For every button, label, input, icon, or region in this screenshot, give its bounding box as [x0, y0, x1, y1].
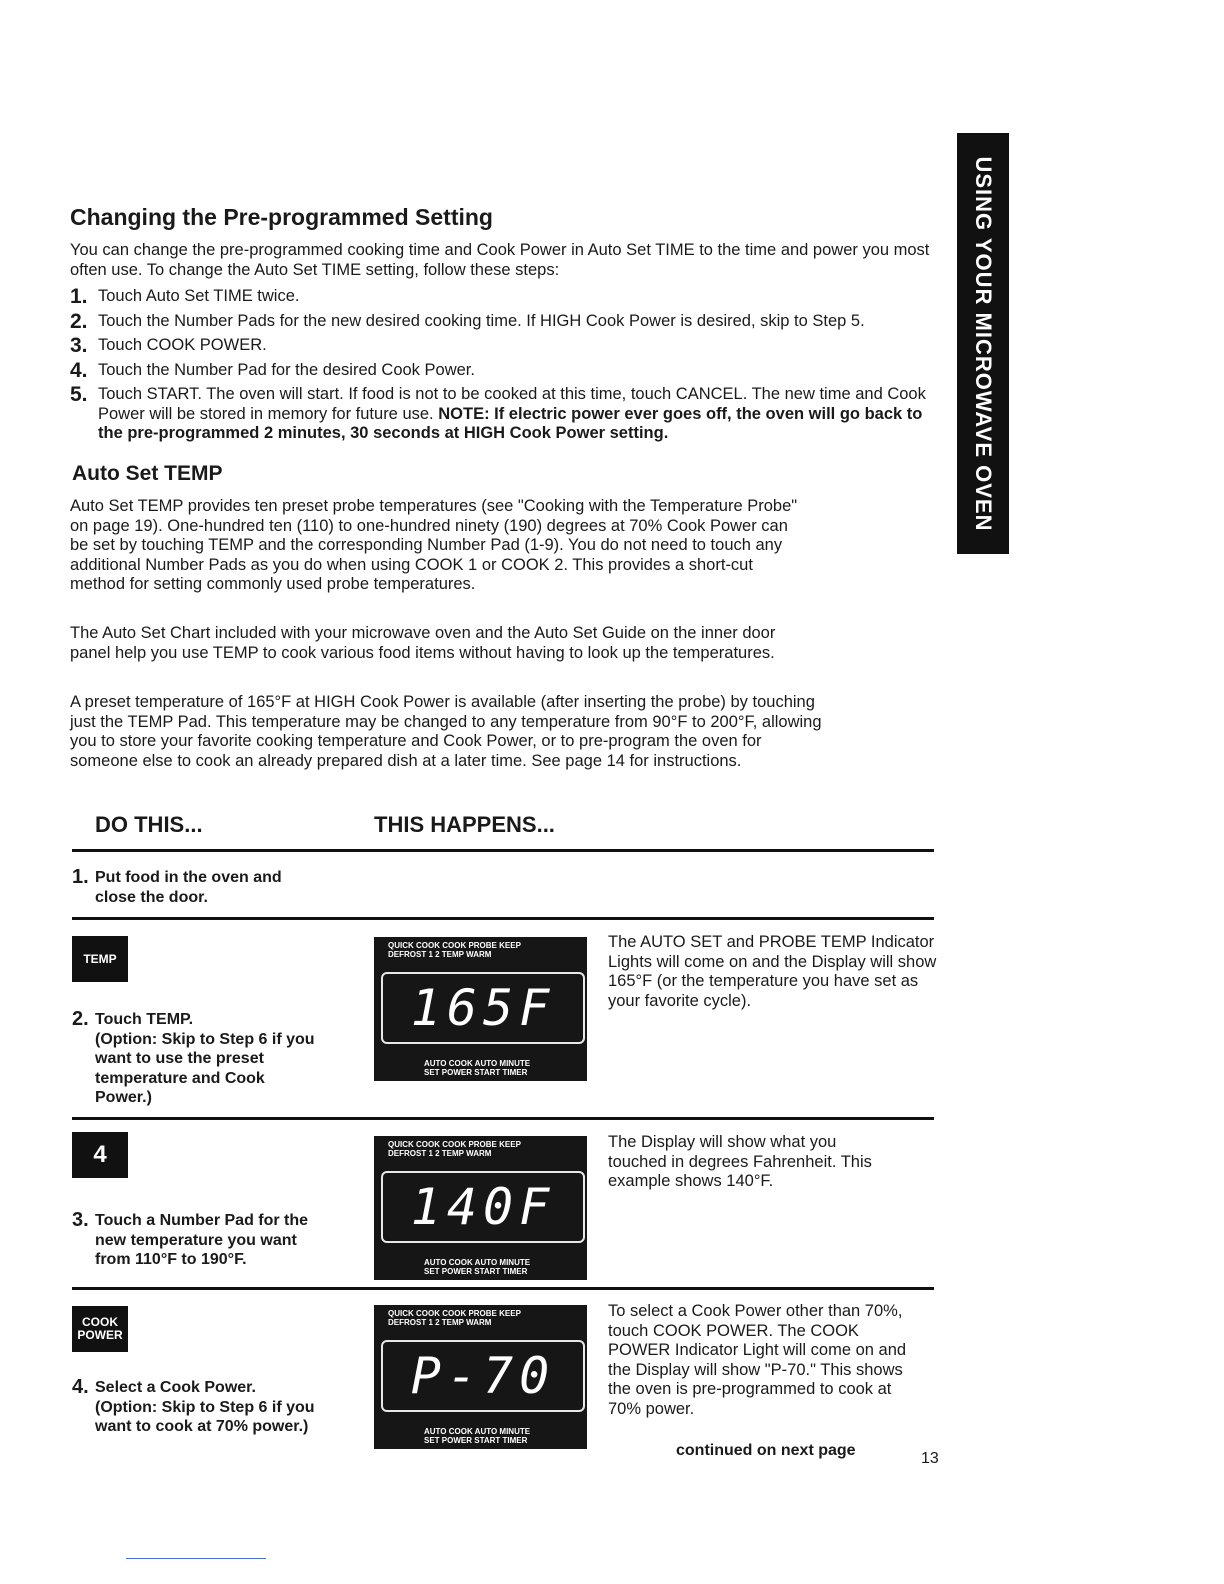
display-screen: 165F: [381, 972, 585, 1044]
table-row-step-3: 3. Touch a Number Pad for the new temperature you want from 110°F to 190°F.: [72, 1209, 309, 1268]
auto-set-temp-paragraph-3: A preset temperature of 165°F at HIGH Cook Power is available (after inserting the probe) by touching just the TEMP Pad. This temperature may be changed to any temperature from 90°F to 200°F, allowing you to store your favorite cooking temperature and Cook Power, or to pre-program the oven for someone else to cook an already prepared dish at a later time. See page 14 for instructions.: [70, 693, 822, 770]
table-row-step-2: 2. Touch TEMP. (Option: Skip to Step 6 if you want to use the preset temperature and Cook Power.): [72, 1008, 315, 1106]
cook-power-pad-button[interactable]: COOK POWER: [72, 1306, 128, 1352]
intro-paragraph: You can change the pre-programmed cooking time and Cook Power in Auto Set TIME to the time and power you most often use. To change the Auto Set TIME setting, follow these steps:: [70, 241, 930, 279]
steps-list: [70, 287, 960, 449]
number-pad-4-button[interactable]: 4: [72, 1132, 128, 1178]
table-row-step-1: 1. Put food in the oven and close the door.: [72, 866, 282, 906]
list-item: 3. Touch COOK POWER.: [70, 334, 267, 357]
heading-changing-setting: Changing the Pre-programmed Setting: [70, 204, 493, 230]
oven-display-panel: QUICK COOK COOK PROBE KEEP DEFROST 1 2 TEMP WARM P-70 AUTO COOK AUTO MINUTE SET POWER START TIMER: [374, 1305, 587, 1449]
list-item: 4. Touch the Number Pad for the desired Cook Power.: [70, 358, 475, 382]
step-4-description: To select a Cook Power other than 70%, touch COOK POWER. The COOK POWER Indicator Light will come on and the Display will show "P-70." This shows the oven is pre-programmed to cook at 70% power.: [608, 1302, 907, 1418]
divider: [126, 1558, 266, 1559]
section-side-tab: [957, 133, 1009, 554]
auto-set-temp-paragraph-1: Auto Set TEMP provides ten preset probe temperatures (see "Cooking with the Temperature Probe" on page 19). One-hundred ten (110) to one-hundred ninety (190) degrees at 70% Cook Power can be set by touching TEMP and the corresponding Number Pad (1-9). You do not need to touch any additional Number Pads as you do when using COOK 1 or COOK 2. This provides a short-cut method for setting commonly used probe temperatures.: [70, 497, 798, 593]
display-screen: 140F: [381, 1171, 585, 1243]
step-2-description: The AUTO SET and PROBE TEMP Indicator Lights will come on and the Display will show 165°F (or the temperature you have set as your favorite cycle).: [608, 933, 937, 1010]
list-item: 1. Touch Auto Set TIME twice.: [70, 285, 300, 308]
heading-auto-set-temp: Auto Set TEMP: [72, 462, 223, 485]
column-header-this-happens: THIS HAPPENS...: [374, 812, 555, 837]
continued-note: continued on next page: [676, 1442, 856, 1459]
oven-display-panel: QUICK COOK COOK PROBE KEEP DEFROST 1 2 TEMP WARM 165F AUTO COOK AUTO MINUTE SET POWER START TIMER: [374, 937, 587, 1081]
list-item: 2. Touch the Number Pads for the new desired cooking time. If HIGH Cook Power is desired, skip to Step 5.: [70, 309, 865, 333]
display-screen: P-70: [381, 1340, 585, 1412]
list-item: 5. Touch START. The oven will start. If food is not to be cooked at this time, touch CANCEL. The new time and Cook Power will be stored in memory for future use. NOTE: If electric power ever goes off, the oven will go back to the pre-programmed 2 minutes, 30 seconds at HIGH Cook Power setting.: [70, 383, 926, 442]
side-tab-label: USING YOUR MICROWAVE OVEN: [971, 155, 996, 532]
page-number: 13: [921, 1450, 939, 1467]
column-header-do-this: DO THIS...: [95, 812, 203, 837]
temp-pad-button[interactable]: TEMP: [72, 936, 128, 982]
divider: [72, 1117, 934, 1120]
power-note: NOTE: If electric power ever goes off, the oven will go back to the pre-programmed 2 minutes, 30 seconds at HIGH Cook Power setting.: [98, 404, 923, 442]
table-row-step-4: 4. Select a Cook Power. (Option: Skip to Step 6 if you want to cook at 70% power.): [72, 1376, 315, 1435]
divider: [72, 849, 934, 852]
step-3-description: The Display will show what you touched in degrees Fahrenheit. This example shows 140°F.: [608, 1133, 872, 1190]
divider: [72, 917, 934, 920]
divider: [72, 1287, 934, 1290]
oven-display-panel: QUICK COOK COOK PROBE KEEP DEFROST 1 2 TEMP WARM 140F AUTO COOK AUTO MINUTE SET POWER START TIMER: [374, 1136, 587, 1280]
auto-set-temp-paragraph-2: The Auto Set Chart included with your microwave oven and the Auto Set Guide on the inner door panel help you use TEMP to cook various food items without having to look up the temperatures.: [70, 624, 776, 662]
